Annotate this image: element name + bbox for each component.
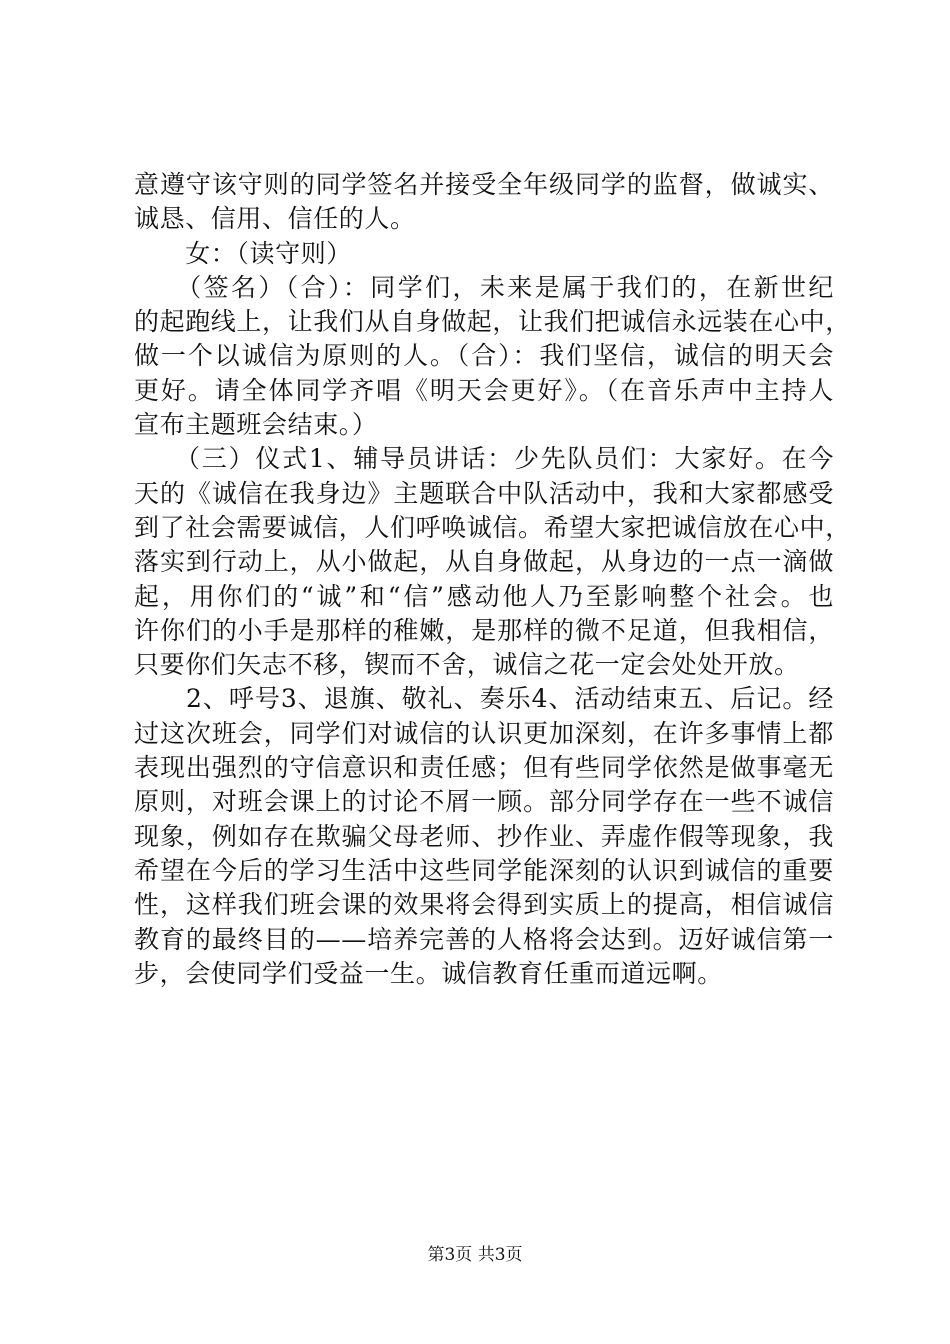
text-line-24: 步，会使同学们受益一生。诚信教育任重而道远啊。 (134, 958, 723, 988)
text-line-18: 表现出强烈的守信意识和责任感；但有些同学依然是做事毫无 (134, 753, 834, 783)
text-line-10: 天的《诚信在我身边》主题联合中队活动中，我和大家都感受 (134, 478, 834, 508)
text-line-11: 到了社会需要诚信，人们呼唤诚信。希望大家把诚信放在心中， (134, 512, 851, 542)
text-line-5: 的起跑线上，让我们从自身做起，让我们把诚信永远装在心中， (134, 307, 851, 337)
text-line-7: 更好。请全体同学齐唱《明天会更好》。（在音乐声中主持人 (134, 375, 834, 405)
text-line-13: 起，用你们的“诚”和“信”感动他人乃至影响整个社会。也 (134, 581, 834, 611)
text-line-6: 做一个以诚信为原则的人。（合）：我们坚信，诚信的明天会 (134, 341, 834, 371)
text-line-3: 女：（读守则） (134, 238, 352, 268)
text-line-20: 现象，例如存在欺骗父母老师、抄作业、弄虚作假等现象，我 (134, 821, 834, 851)
text-line-19: 原则，对班会课上的讨论不屑一顾。部分同学存在一些不诚信 (134, 787, 834, 817)
text-line-23: 教育的最终目的——培养完善的人格将会达到。迈好诚信第一 (134, 924, 834, 954)
text-line-22: 性，这样我们班会课的效果将会得到实质上的提高，相信诚信 (134, 890, 834, 920)
text-line-8: 宣布主题班会结束。） (134, 410, 378, 440)
text-line-1: 意遵守该守则的同学签名并接受全年级同学的监督，做诚实、 (134, 170, 834, 199)
text-line-15: 只要你们矢志不移，锲而不舍，诚信之花一定会处处开放。 (134, 650, 800, 680)
text-line-14: 许你们的小手是那样的稚嫩，是那样的微不足道，但我相信， (134, 615, 834, 645)
page-footer: 第3页 共3页 (427, 1245, 523, 1265)
document-body (134, 168, 851, 991)
text-line-16: 2、呼号3、退旗、敬礼、奏乐4、活动结束五、后记。经 (134, 684, 834, 714)
text-line-4: （签名）（合）：同学们，未来是属于我们的，在新世纪 (134, 272, 834, 302)
text-line-9: （三）仪式1、辅导员讲话：少先队员们：大家好。在今 (134, 444, 834, 474)
text-line-21: 希望在今后的学习生活中这些同学能深刻的认识到诚信的重要 (134, 855, 834, 885)
text-line-12: 落实到行动上，从小做起，从自身做起，从身边的一点一滴做 (134, 547, 834, 577)
text-line-17: 过这次班会，同学们对诚信的认识更加深刻，在许多事情上都 (134, 718, 834, 748)
text-line-2: 诚恳、信用、信任的人。 (134, 204, 416, 234)
